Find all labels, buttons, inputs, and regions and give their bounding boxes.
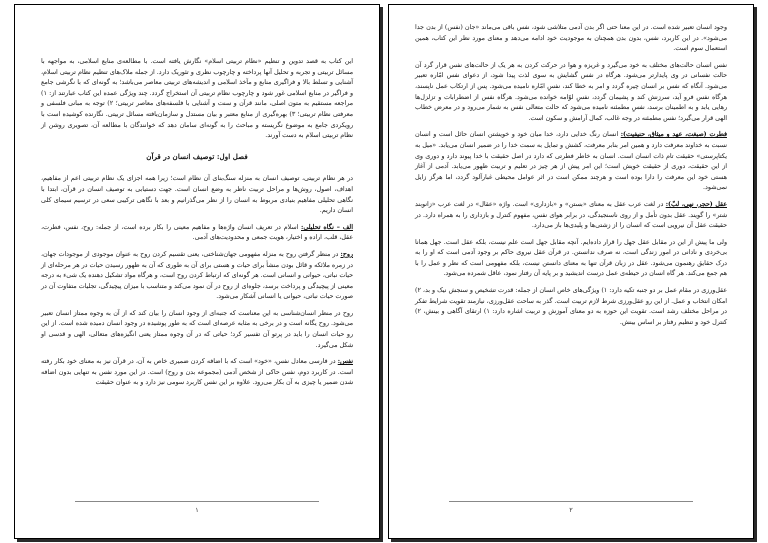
term-text-nafs: در فارسی معادل نفس، «خود» است که با اضافه کردن ضمیری خاص به آن، در قرآن نیز به معنای خود بکار رفته است. در کاربرد دوم، نفس حاکی از شخص آدمی (مجموعه بدن و روح) است. در این مورد نفس به تنهایی بدون اضافه شدن ضمیر یا چیزی به آن بکار می‌رود. علاوه بر این نفس کاربرد سومی نیز دارد و به عنوان حقیقت <box>41 358 353 387</box>
term-text-aql: در لغت عرب عقل به معنای «بستن» و «بازداری» است. واژه «عقال» در لغت عرب «زانوبند شتر» را گویند. عقل بدون تأمل و از روی ناسنجیدگی، در برابر هوای نفس، مفهوم کنترل و بازداری را به همراه دارد. در حقیقت عقل آن نیرویی است که انسان را از زشتی‌ها و پلیدی‌ها باز می‌دارد. <box>415 200 727 230</box>
continuation-paragraph: وجود انسان تعبیر شده است. در این معنا حتی اگر بدن آدمی متلاشی شود، نفس باقی می‌ماند «جان (نفس) از بدن جدا می‌شود». در این کاربرد، نفس، بدون بدن همچنان به موجودیت خود ادامه می‌دهد و معنای مورد نظر این کتاب، همین استعمال سوم است. <box>415 24 727 53</box>
aql-paragraph-1: ولی ما پیش از این در مقابل عقل جهل را قرار داده‌ایم. آنچه مقابل جهل است علم نیست، بلکه عقل است. جهل همانا بی‌خردی و نادانی در امور زندگی است، نه صرف ندانستن. در قرآن عقل نیروی حاکم بر وجود آدمی است که او را به درک حقایق رهنمون می‌شود. عقل در زبان قرآن تنها به معنای دانستن نیست، بلکه مفهومی است که نظر و عمل را با هم جمع می‌کند. هر گاه انسان در حیطه‌ی عمل درست اندیشید و بر پایه آن رفتار نمود، عاقل شمرده می‌شود. <box>415 238 727 278</box>
nafs-states-paragraph: نفس انسان حالت‌های مختلف به خود می‌گیرد و غریزه و هوا در حرکت کردن به هر یک از حالت‌های نفس قرار گرد آن حالت نفسانی در وی پایدارتر می‌شود. هرگاه در نفس گشایش به سوی لذت پیدا شود، از دعوای نفس امّاره تعبیر می‌شود. آنگاه که نفس بر انسان چیره گردد و امر به خطا کند، نفسِ امّاره نامیده می‌شود. پس از ارتکاب عمل ناپسند، هرگاه نفس فرو آید، سرزنش کند و پشیمان گردد، نفسِ لوّامه خوانده می‌شود. هرگاه نفس از اضطرابات و تزلزل‌ها رهایی یابد و به اطمینان برسد، نفسِ مطمئنه نامیده می‌شود که حالت متعالی نفس به شمار می‌رود و در معرض خطاب الهی قرار می‌گیرد؛ نفس مطمئنه در وجه غالب، کمال آرامش و سکون است. <box>415 61 727 122</box>
chapter-intro-paragraph: در هر نظام تربیتی، توصیف انسان به منزله سنگ‌بنای آن نظام است؛ زیرا همه اجزای یک نظام تربیتی اعم از مفاهیم، اهداف، اصول، روش‌ها و مراحل تربیت ناظر به وضع انسان است. جهت دستیابی به توصیف انسان در قرآن، ابتدا با نگاهی تحلیلی مفاهیم بنیادی مربوط به انسان را از نظر می‌گذرانیم و بعد با نگاهی ترکیبی سعی در ترسیم سیمای کلی انسان داریم. <box>41 175 353 215</box>
term-paragraph-aql <box>415 200 727 232</box>
page-number: ۲ <box>569 506 573 514</box>
chapter-heading: فصل اول: توصیف انسان در قرآن <box>146 151 248 161</box>
term-paragraph-ruh-2: روح در منظر انسان‌شناسی به این معناست که جنبه‌ای از وجود انسان را بیان کند که از آن به وجوه ممتاز انسان تعبیر می‌شود. روح یگانه است و در برخی به مثابه عرصه‌ای است که به طور پوشیده در وجود انسان دمیده شده است. از این رو حیات انسان را باید در پرتو آن تفسیر کرد؛ حیاتی که در آن وجوه ممتاز یعنی انگیزه‌های متعالی، الهی و قدسی او شکل می‌گیرد. <box>41 309 353 349</box>
document-page-left <box>14 4 380 539</box>
section-label: الف – نگاه تحلیلی: <box>301 223 353 231</box>
page-body <box>415 23 727 334</box>
section-paragraph <box>41 223 353 244</box>
intro-paragraph: این کتاب به قصد تدوین و تنظیم «نظام تربیتی اسلام» نگارش یافته است. با مطالعه‌ی منابع اسلامی، به مواجهه با مسائل تربیتی و تجربه و تحلیل آنها پرداخته و چارچوب نظری و تئوریک دارد. از جمله ملاک‌های تنظیم نظام تربیتی اسلام، آشنایی و تسلط بالا و فراگیری منابع و مآخذ اسلامی و اندیشه‌های تربیتی معاصر می‌باشد؛ به گونه‌ای که با نگرشی جامع و فراگیر در منابع اسلامی غور شود و چارچوب نظام تربیتی آن استخراج گردد. چند ویژگی عمده این کتاب عبارتند از: ۱) مراجعه مستقیم به متون اصلی، مانند قرآن و سنت و آشنایی با فلسفه‌های معاصر تربیتی؛ ۲) توجه به مبانی فلسفی و معرفتی نظام تربیتی؛ ۳) بهره‌گیری از منابع معتبر و بیان مستدل و سازمان‌یافته مسائل تربیتی. نگارنده کوشیده است با رویکردی جامع به موضوع نگریسته و مباحث را به گونه‌ای سامان دهد که خوانندگان با مطالعه آن، تصویری روشن از نظام تربیتی اسلام به دست آورند. <box>41 58 354 140</box>
footer-rule <box>75 501 319 502</box>
document-page-right <box>388 4 754 539</box>
term-label-aql: عقل (حجر، نهی، لبّ): <box>665 200 727 208</box>
section-text: اسلام در تعریف انسان واژه‌ها و مفاهیم معینی را بکار برده است، از جمله: روح، نفس، فطرت، عقل، قلب، اراده و اختیار، هویت جمعی و محدودیت‌های آدمی. <box>41 223 353 242</box>
aql-paragraph-2: عقل‌ورزی در مقام عمل بر دو جنبه تکیه دارد: ۱) ویژگی‌های خاص انسان از جمله: قدرت تشخیص و سنجش نیک و بد، ۲) امکان انتخاب و عمل. از این رو عقل‌ورزی شرط لازم تربیت است. گذر به ساحت عقل‌ورزی، نیازمند تقویت شرایط تفکر در مراحل مختلف رشد است. تقویت این حوزه به دو معنای آموزش و تربیت اشاره دارد: ۱) ارتقای آگاهی و بینش، ۲) کنترل خود و تنظیم رفتار بر اساس بینش. <box>415 287 727 326</box>
term-text-ruh: در منظر گرفتن روح به منزله مفهومی جهان‌شناختی، یعنی تقسیم کردن روح به عنوان موجودی از موجودات جهان، در زمره ملائکه و قائل بودن منشأ برای حیات و هستی برای آن به طوری که آن به ظهور رسیدن حیات در هر مرحله‌ای از حیات نباتی، حیوانی و انسانی است. هر گونه‌ای که ارتباط کردن روح است، و هرگاه مواد تشکیل دهنده یک شیء به درجه معینی از پیچیدگی و پرداخت برسد، جلوه‌ای از روح در آن نمود می‌کند و متناسب با میزان پیچیدگی، تجلیات متفاوت آن در صورت حیات نباتی، حیوانی یا انسانی آشکار می‌شود. <box>41 250 354 301</box>
page-number: ۱ <box>195 506 199 514</box>
term-label-ruh: روح: <box>340 250 353 258</box>
page-body <box>41 57 353 395</box>
term-paragraph-fitrat <box>415 130 727 194</box>
term-label-fitrat: فطرت (صبغت، عهد و میثاق، حنیفیت): <box>620 131 727 139</box>
footer-rule <box>449 501 693 502</box>
term-text-fitrat: انسان رنگ خدایی دارد، خدا میان خود و خویشتن انسان حائل است و انسان نسبت به خداوند معرفت دارد و همین امر بنابر معرفت، کشش و تمایل به سمت خدا را در ضمیر انسان می‌یابد. «میل به یکتاپرستی» حقیقت تام ذات انسان است. انسان به خاطر فطرتی که دارد در اصل حقیقت با خدا پیوند دارد و دوری وی از این حقیقت، دوری از حقیقت خویش است؛ این امر پیش از هر چیز در تعلیم و تربیت ظهور می‌یابد. آدمی از آغاز هستی خود این معرفت را دارا بوده است و هرچند ممکن است در اثر عوامل محیطی غبارآلود گردد، اما هرگز زایل نمی‌شود. <box>415 131 727 192</box>
term-label-nafs: نفس: <box>337 358 353 366</box>
term-paragraph-ruh <box>41 250 353 303</box>
term-paragraph-nafs <box>41 357 353 389</box>
